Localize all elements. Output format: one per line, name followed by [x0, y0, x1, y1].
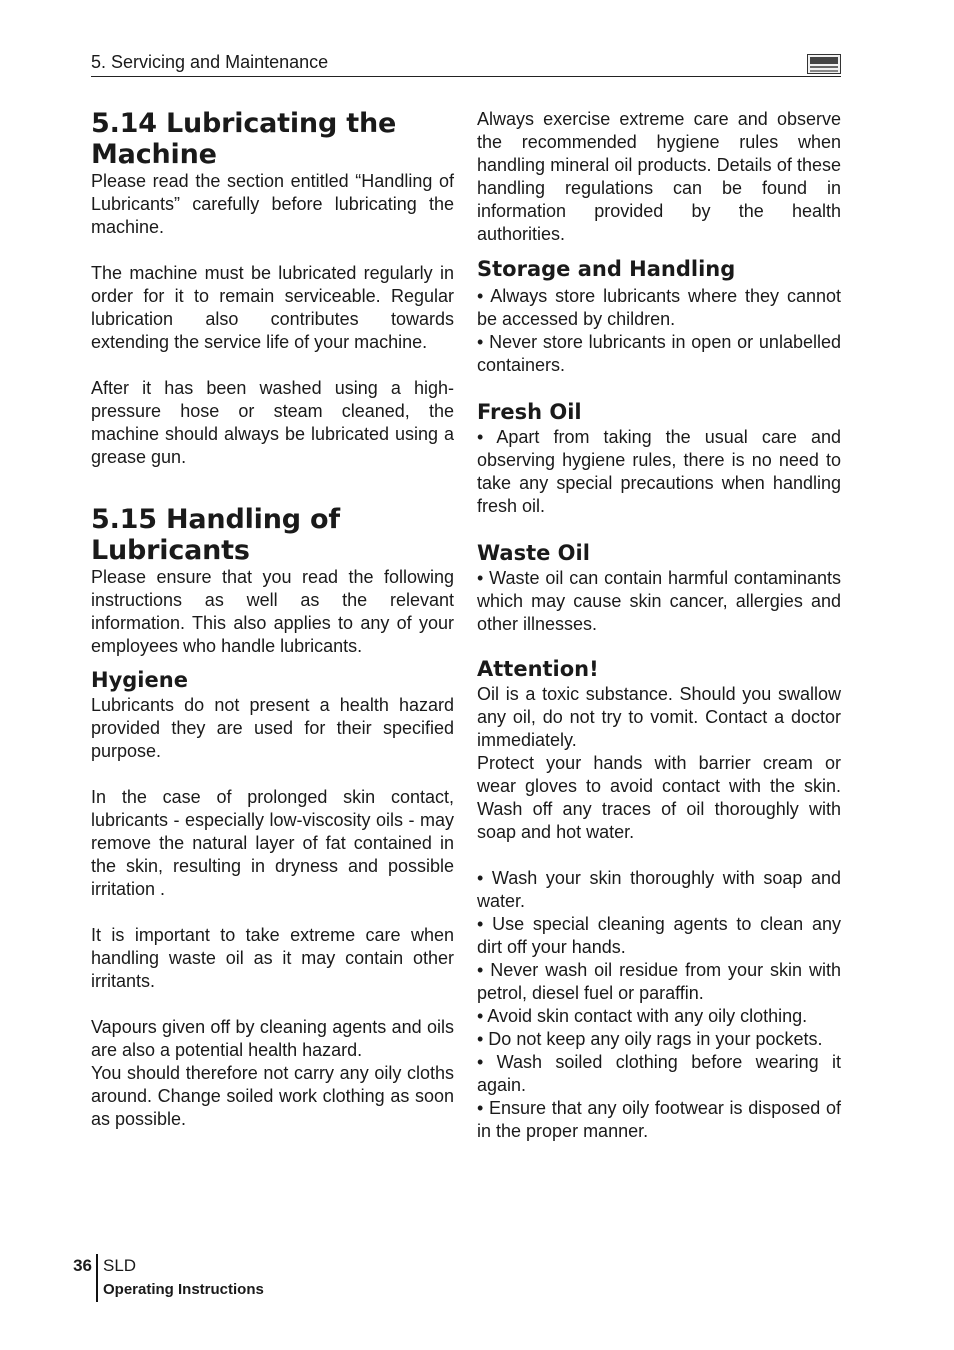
list-item: • Always store lubricants where they cannot be accessed by children.	[477, 286, 841, 329]
paragraph: Vapours given off by cleaning agents and oils are also a potential health hazard.	[91, 1017, 454, 1060]
list-item: • Never store lubricants in open or unlabelled containers.	[477, 332, 841, 375]
paragraph: After it has been washed using a high-pressure hose or steam cleaned, the machine should always be lubricated using a grease gun.	[91, 378, 454, 467]
page-number: 36	[73, 1256, 92, 1275]
list-item: • Wash your skin thoroughly with soap and water.	[477, 868, 841, 911]
list-item: • Use special cleaning agents to clean any dirt off your hands.	[477, 914, 841, 957]
section-5-15-heading: 5.15 Handling of Lubricants	[91, 504, 340, 566]
paragraph: Oil is a toxic substance. Should you swallow any oil, do not try to vomit. Contact a doctor immediately.	[477, 684, 841, 750]
fresh-oil-heading: Fresh Oil	[477, 400, 582, 424]
paragraph: Please ensure that you read the following instructions as well as the relevant information. This also applies to any of your employees who handle lubricants.	[91, 567, 454, 656]
waste-oil-heading: Waste Oil	[477, 541, 590, 565]
paragraph: In the case of prolonged skin contact, lubricants - especially low-viscosity oils - may remove the natural layer of fat contained in the skin, resulting in dryness and possible irritation .	[91, 787, 454, 899]
paragraph: Please read the section entitled “Handling of Lubricants” carefully before lubricating the machine.	[91, 171, 454, 237]
list-item: • Apart from taking the usual care and observing hygiene rules, there is no need to take any special precautions when handling fresh oil.	[477, 427, 841, 516]
footer-divider	[96, 1254, 98, 1302]
doc-code: SLD	[103, 1256, 137, 1275]
doc-type: Operating Instructions	[103, 1281, 264, 1298]
storage-heading: Storage and Handling	[477, 257, 736, 281]
attention-heading: Attention!	[477, 657, 599, 681]
list-item: • Do not keep any oily rags in your pockets.	[477, 1029, 823, 1049]
page-header	[91, 50, 841, 77]
list-item: • Avoid skin contact with any oily clothing.	[477, 1006, 808, 1026]
paragraph: Always exercise extreme care and observe the recommended hygiene rules when handling mineral oil products. Details of these handling regulations can be found in information provided by the health authorities.	[477, 109, 841, 244]
paragraph: The machine must be lubricated regularly in order for it to remain serviceable. Regular lubrication also contributes towards extending the service life of your machine.	[91, 263, 454, 352]
list-item: • Waste oil can contain harmful contaminants which may cause skin cancer, allergies and other illnesses.	[477, 568, 841, 634]
list-item: • Ensure that any oily footwear is disposed of in the proper manner.	[477, 1098, 841, 1141]
list-item: • Wash soiled clothing before wearing it again.	[477, 1052, 841, 1095]
paragraph: Lubricants do not present a health hazard provided they are used for their specified purpose.	[91, 695, 454, 761]
section-5-14-heading: 5.14 Lubricating the Machine	[91, 108, 397, 170]
list-item: • Never wash oil residue from your skin with petrol, diesel fuel or paraffin.	[477, 960, 841, 1003]
paragraph: It is important to take extreme care when handling waste oil as it may contain other irritants.	[91, 925, 454, 991]
paragraph: You should therefore not carry any oily cloths around. Change soiled work clothing as soon as possible.	[91, 1063, 454, 1129]
paragraph: Protect your hands with barrier cream or wear gloves to avoid contact with the skin. Wash off any traces of oil thoroughly with soap and hot water.	[477, 753, 841, 842]
hygiene-heading: Hygiene	[91, 668, 188, 692]
left-column	[91, 108, 454, 1131]
right-column	[477, 108, 841, 1143]
section-header-title: 5. Servicing and Maintenance	[91, 52, 329, 72]
simba-logo-icon	[807, 54, 841, 74]
